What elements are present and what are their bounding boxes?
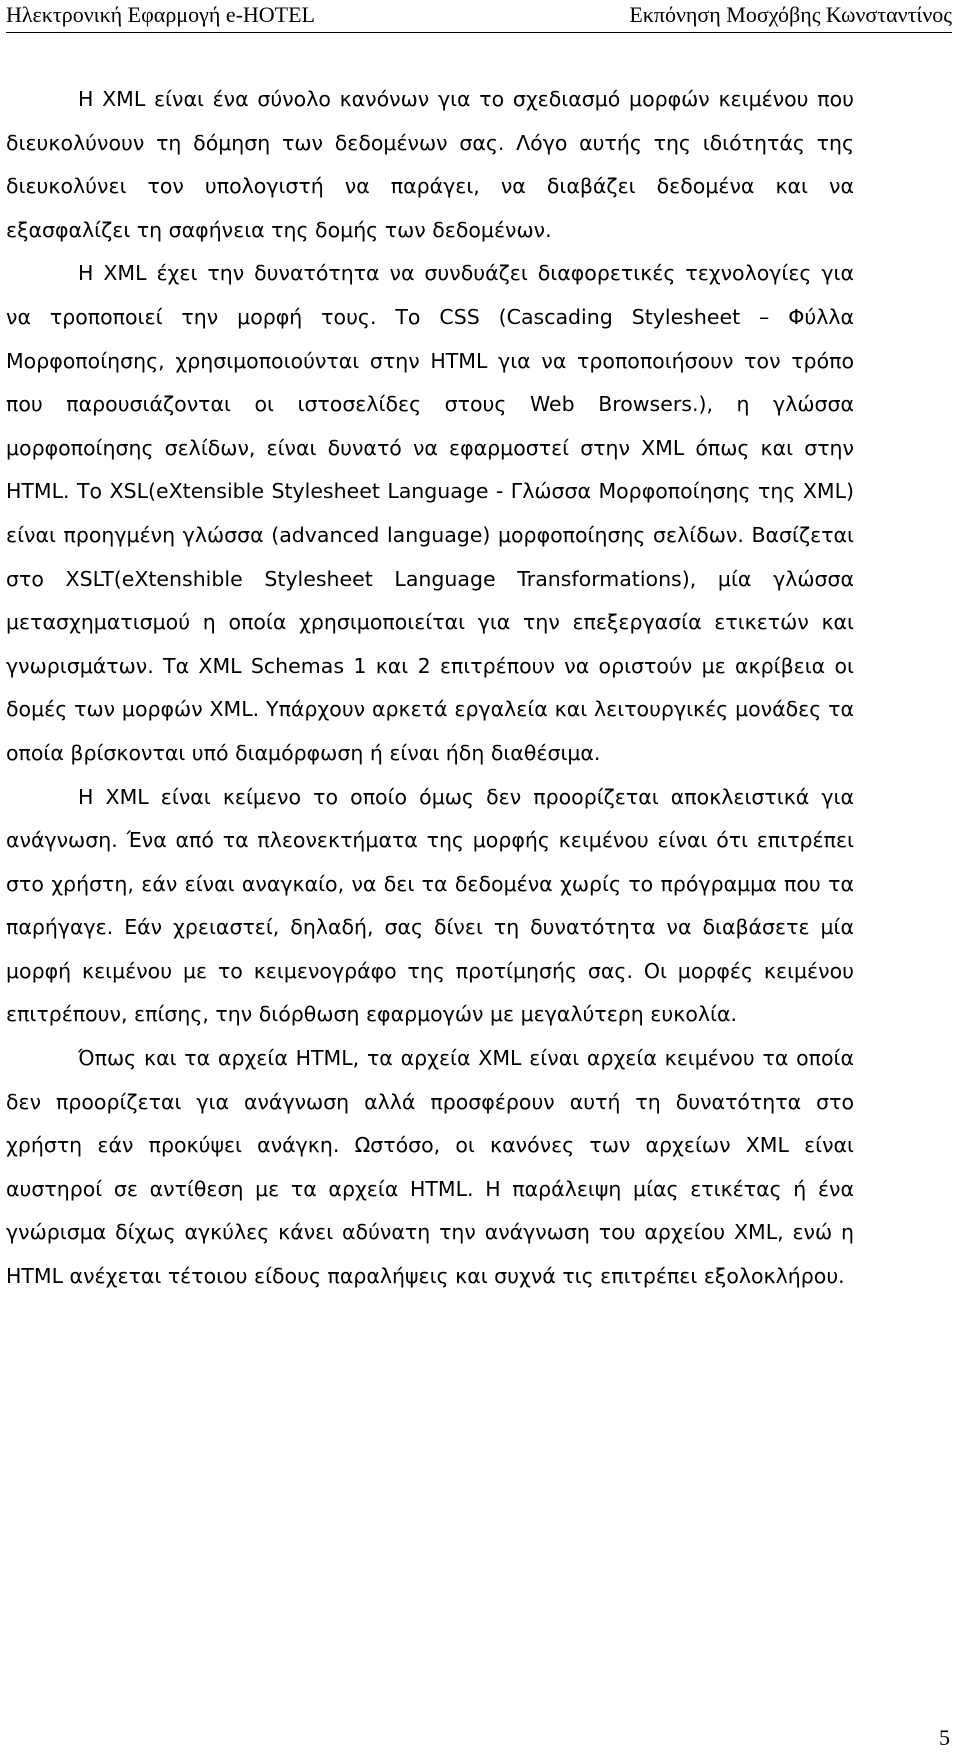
paragraph-xml-technologies: Η XML έχει την δυνατότητα να συνδυάζει διαφορετικές τεχνολογίες για να τροποποιεί την μορφή τους. Το CSS (Cascading Stylesheet – Φύλλα Μορφοποίησης, χρησιμοποιούνται στην HTML για να τροποποιήσουν τον τρόπο που παρουσιάζονται οι ιστοσελίδες στους Web Browsers.), η γλώσσα μορφοποίησης σελίδων, είναι δυνατό να εφαρμοστεί στην XML όπως και στην HTML. Το XSL(eXtensible Stylesheet Language - Γλώσσα Μορφοποίησης της XML) είναι προηγμένη γλώσσα (advanced language) μορφοποίησης σελίδων. Βασίζεται στο XSLT(eXtenshible Stylesheet Language Transformations), μία γλώσσα μετασχηματισμού η οποία χρησιμοποιείται για την επεξεργασία ετικετών και γνωρισμάτων. Τα XML Schemas 1 και 2 επιτρέπουν να οριστούν με ακρίβεια οι δομές των μορφών XML. Υπάρχουν αρκετά εργαλεία και λειτουργικές μονάδες τα οποία βρίσκονται υπό διαμόρφωση ή είναι ήδη διαθέσιμα. [6, 261, 854, 765]
page-number: 5 [939, 1725, 950, 1750]
page-header [6, 2, 952, 33]
paragraph-xml-vs-html: Όπως και τα αρχεία HTML, τα αρχεία XML είναι αρχεία κειμένου τα οποία δεν προορίζεται για ανάγνωση αλλά προσφέρουν αυτή τη δυνατότητα στο χρήστη εάν προκύψει ανάγκη. Ωστόσο, οι κανόνες των αρχείων XML είναι αυστηροί σε αντίθεση με τα αρχεία HTML. Η παράλειψη μίας ετικέτας ή ένα γνώρισμα δίχως αγκύλες κάνει αδύνατη την ανάγνωση του αρχείου XML, ενώ η HTML ανέχεται τέτοιου είδους παραλήψεις και συχνά τις επιτρέπει εξολοκλήρου. [6, 1046, 854, 1289]
header-author: Εκπόνηση Μοσχόβης Κωνσταντίνος [629, 2, 952, 27]
document-body [6, 78, 854, 1299]
paragraph-xml-definition: Η XML είναι ένα σύνολο κανόνων για το σχεδιασμό μορφών κειμένου που διευκολύνουν τη δόμηση των δεδομένων σας. Λόγο αυτής της ιδιότητάς της διευκολύνει τον υπολογιστή να παράγει, να διαβάζει δεδομένα και να εξασφαλίζει τη σαφήνεια της δομής των δεδομένων. [6, 87, 854, 242]
header-title: Ηλεκτρονική Εφαρμογή e-HOTEL [6, 2, 315, 27]
paragraph-xml-text-format: Η XML είναι κείμενο το οποίο όμως δεν προορίζεται αποκλειστικά για ανάγνωση. Ένα από τα πλεονεκτήματα της μορφής κειμένου είναι ότι επιτρέπει στο χρήστη, εάν είναι αναγκαίο, να δει τα δεδομένα χωρίς το πρόγραμμα που τα παρήγαγε. Εάν χρειαστεί, δηλαδή, σας δίνει τη δυνατότητα να διαβάσετε μία μορφή κειμένου με το κειμενογράφο της προτίμησής σας. Οι μορφές κειμένου επιτρέπουν, επίσης, την διόρθωση εφαρμογών με μεγαλύτερη ευκολία. [6, 784, 854, 1027]
